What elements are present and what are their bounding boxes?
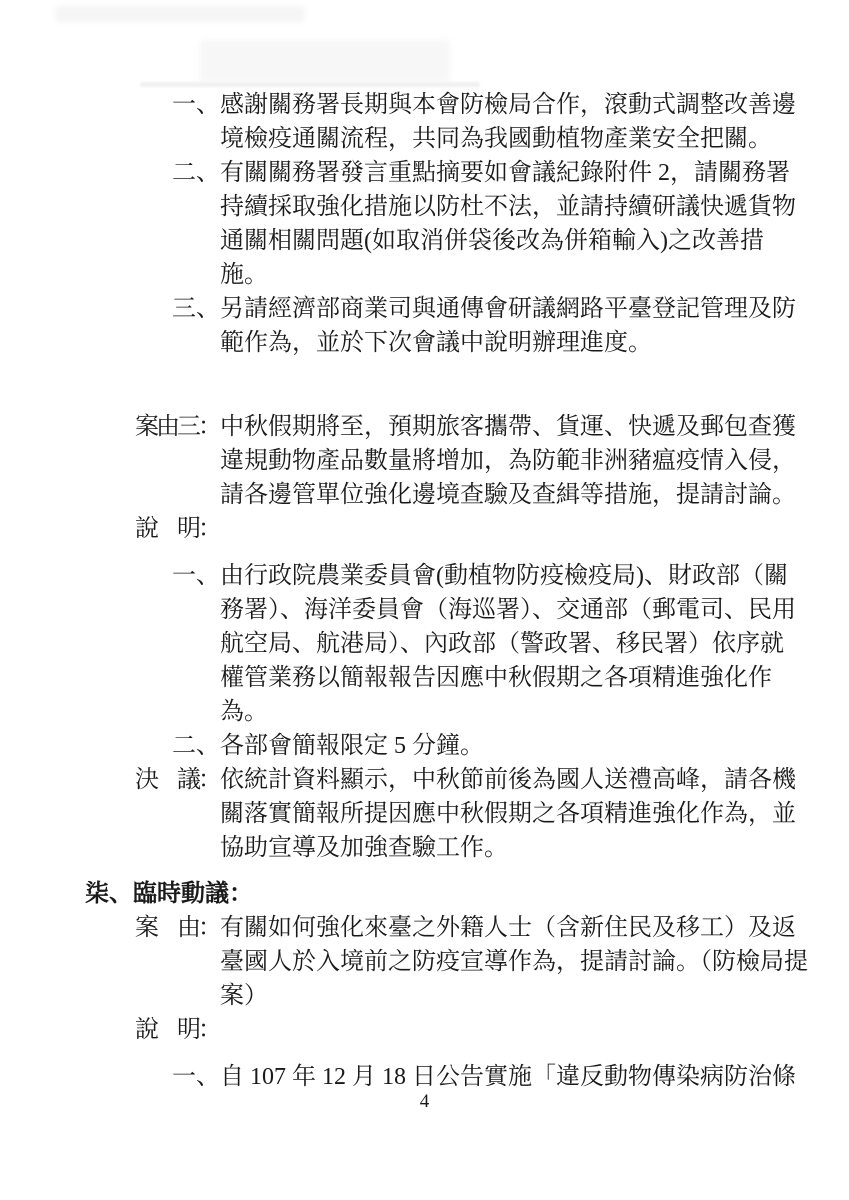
list-item-marker: 一、 [172,563,220,589]
scan-bleedthrough-artifact [140,82,480,87]
text-line: 航空局、航港局）、內政部（警政署、移民署）依序就 [220,631,784,657]
list-item [85,156,796,292]
text-line: 臺國人於入境前之防疫宣導作為，提請討論。（防檢局提 [220,949,808,975]
text-line: 由行政院農業委員會(動植物防疫檢疫局)、財政部（關 [220,563,788,589]
text-line: 境檢疫通關流程，共同為我國動植物產業安全把關。 [220,126,772,152]
block-lines [220,729,792,763]
text-line: 協助宣導及加強查驗工作。 [220,835,508,861]
text-line: 施。 [220,262,268,288]
text-line: 感謝關務署長期與本會防檢局合作，滾動式調整改善邊 [220,92,796,118]
block-label: 說 明： [135,1017,219,1043]
list-item [85,292,796,360]
document-content [85,88,808,1094]
block-lines [220,559,796,729]
text-line: 為。 [220,699,268,725]
text-line: 另請經濟部商業司與通傳會研議網路平臺登記管理及防 [220,296,796,322]
list-item-marker: 一、 [172,1064,220,1090]
block-label: 說 明： [135,516,219,542]
list-item [85,1060,796,1094]
text-line: 有關關務署發言重點摘要如會議紀錄附件 2，請關務署 [220,160,790,186]
block-label: 決 議： [135,767,219,793]
text-line: 依統計資料顯示，中秋節前後為國人送禮高峰，請各機 [220,767,796,793]
text-line: 務署）、海洋委員會（海巡署）、交通部（郵電司、民用 [220,597,796,623]
labeled-block [85,911,808,1013]
text-line: 違規動物產品數量將增加，為防範非洲豬瘟疫情入侵， [220,448,796,474]
text-line: 自 107 年 12 月 18 日公告實施「違反動物傳染病防治條 [220,1064,796,1090]
block-label: 案 由： [135,915,219,941]
text-line: 權管業務以簡報報告因應中秋假期之各項精進強化作 [220,665,772,691]
scan-bleedthrough-artifact [55,6,305,22]
block-lines [220,292,796,360]
list-item-marker: 二、 [172,160,220,186]
block-lines [220,1060,796,1094]
list-item [85,729,792,763]
text-line: 持續採取強化措施以防杜不法，並請持續研議快遞貨物 [220,194,796,220]
scan-bleedthrough-artifact [200,40,450,82]
block-lines [220,911,808,1013]
page-number: 4 [419,1091,430,1112]
list-item-marker: 一、 [172,92,220,118]
labeled-block [85,763,796,865]
list-item [85,559,796,729]
block-lines [220,763,796,865]
list-item [85,88,796,156]
text-line: 有關如何強化來臺之外籍人士（含新住民及移工）及返 [220,915,796,941]
text-line: 中秋假期將至，預期旅客攜帶、貨運、快遞及郵包查獲 [220,414,796,440]
text-line: 請各邊管單位強化邊境查驗及查緝等措施，提請討論。 [220,482,796,508]
labeled-block [85,410,796,512]
block-lines [220,156,796,292]
labeled-block [85,1013,792,1047]
text-line: 各部會簡報限定 5 分鐘。 [220,733,484,759]
text-line: 案） [220,983,268,1009]
section-extempore-motions [85,877,808,1094]
block-lines [220,410,796,512]
section-resolution-continuation [85,88,796,360]
text-line: 範作為，並於下次會議中說明辦理進度。 [220,330,652,356]
block-lines [220,88,796,156]
section-case-three [85,410,796,865]
list-item-marker: 三、 [172,296,220,322]
text-line: 關落實簡報所提因應中秋假期之各項精進強化作為，並 [220,801,796,827]
list-item-marker: 二、 [172,733,220,759]
section-heading: 柒、臨時動議： [85,881,253,907]
block-label: 案由三： [135,414,219,440]
labeled-block [85,512,792,546]
text-line: 通關相關問題(如取消併袋後改為併箱輸入)之改善措 [220,228,764,254]
